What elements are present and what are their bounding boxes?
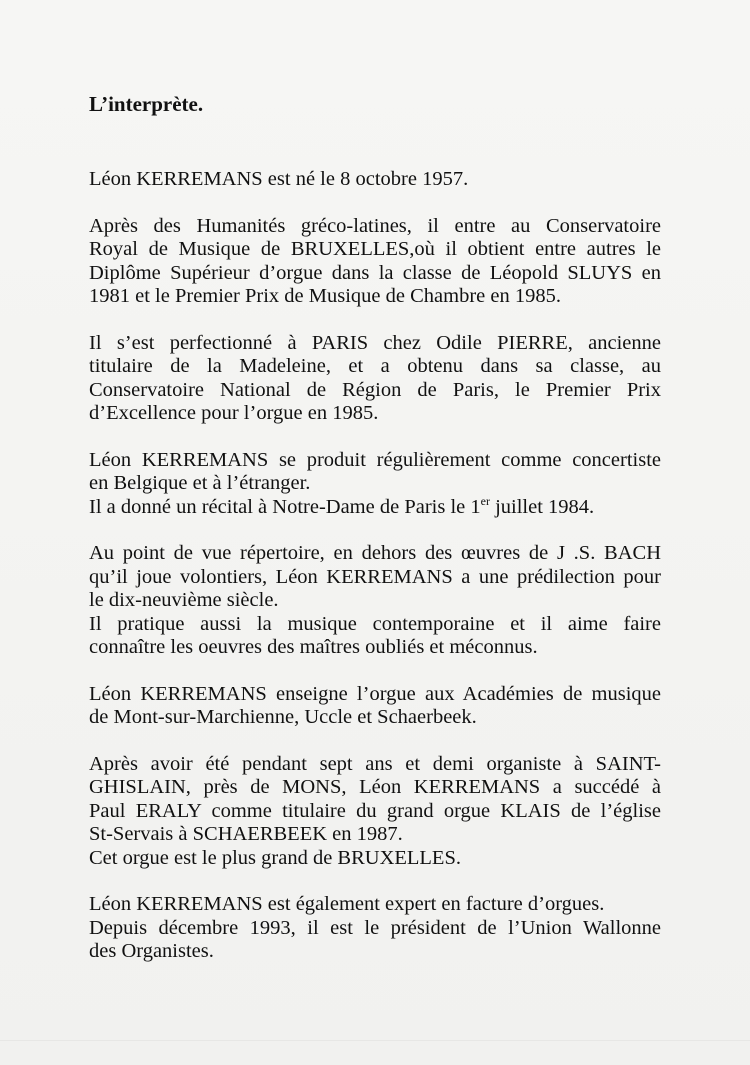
text-line-recital bbox=[89, 493, 661, 520]
ordinal-suffix: er bbox=[480, 493, 490, 508]
text-line: Il s’est perfectionné à PARIS chez Odile PIERRE, ancienne bbox=[89, 331, 661, 354]
recital-text: Il a donné un récital à Notre-Dame de Paris le 1 bbox=[89, 495, 481, 518]
paragraph-expert bbox=[89, 893, 661, 964]
text-line: d’Excellence pour l’orgue en 1985. bbox=[89, 402, 379, 424]
paragraph-paris bbox=[89, 332, 661, 426]
paragraph-birth bbox=[89, 168, 661, 192]
text-line: St-Servais à SCHAERBEEK en 1987. bbox=[89, 823, 403, 845]
recital-date: juillet 1984. bbox=[489, 495, 595, 518]
text-line: qu’il joue volontiers, Léon KERREMANS a une prédilection pour bbox=[89, 565, 661, 588]
paragraph-education bbox=[89, 215, 661, 309]
text-line: Après des Humanités gréco-latines, il entre au Conservatoire bbox=[89, 214, 661, 237]
text-line: le dix-neuvième siècle. bbox=[89, 589, 279, 611]
biography-body bbox=[89, 168, 661, 987]
text-line: connaître les oeuvres des maîtres oubliés et méconnus. bbox=[89, 636, 538, 658]
text-line: Cet orgue est le plus grand de BRUXELLES. bbox=[89, 846, 461, 869]
paragraph-repertoire bbox=[89, 542, 661, 660]
text-line: Léon KERREMANS enseigne l’orgue aux Académies de musique bbox=[89, 682, 661, 705]
paragraph-organist bbox=[89, 753, 661, 871]
text-line: de Mont-sur-Marchienne, Uccle et Schaerbeek. bbox=[89, 706, 477, 728]
section-title: L’interprète. bbox=[89, 92, 204, 116]
text-line: titulaire de la Madeleine, et a obtenu dans sa classe, au bbox=[89, 355, 661, 377]
text-line: Au point de vue répertoire, en dehors des œuvres de J .S. BACH bbox=[89, 542, 661, 564]
text-line: Diplôme Supérieur d’orgue dans la classe de Léopold SLUYS en bbox=[89, 261, 661, 284]
paragraph-teaching bbox=[89, 683, 661, 730]
text-line: en Belgique et à l’étranger. bbox=[89, 472, 311, 494]
text-line: des Organistes. bbox=[89, 940, 214, 962]
text-line: Léon KERREMANS est également expert en facture d’orgues. bbox=[89, 893, 605, 915]
text-line: Léon KERREMANS se produit régulièrement comme concertiste bbox=[89, 448, 661, 471]
text-line: Léon KERREMANS est né le 8 octobre 1957. bbox=[89, 168, 469, 190]
text-line: Il pratique aussi la musique contemporaine et il aime faire bbox=[89, 612, 661, 635]
text-line: GHISLAIN, près de MONS, Léon KERREMANS a succédé à bbox=[89, 776, 661, 798]
text-line: 1981 et le Premier Prix de Musique de Chambre en 1985. bbox=[89, 285, 561, 307]
text-line: Depuis décembre 1993, il est le président de l’Union Wallonne bbox=[89, 916, 661, 939]
text-line: Paul ERALY comme titulaire du grand orgue KLAIS de l’église bbox=[89, 799, 661, 822]
paragraph-concerts bbox=[89, 449, 661, 520]
text-line: Conservatoire National de Région de Paris, le Premier Prix bbox=[89, 378, 661, 401]
page-edge bbox=[0, 1040, 750, 1041]
text-line: Après avoir été pendant sept ans et demi organiste à SAINT- bbox=[89, 752, 661, 775]
text-line: Royal de Musique de BRUXELLES,où il obtient entre autres le bbox=[89, 238, 661, 260]
